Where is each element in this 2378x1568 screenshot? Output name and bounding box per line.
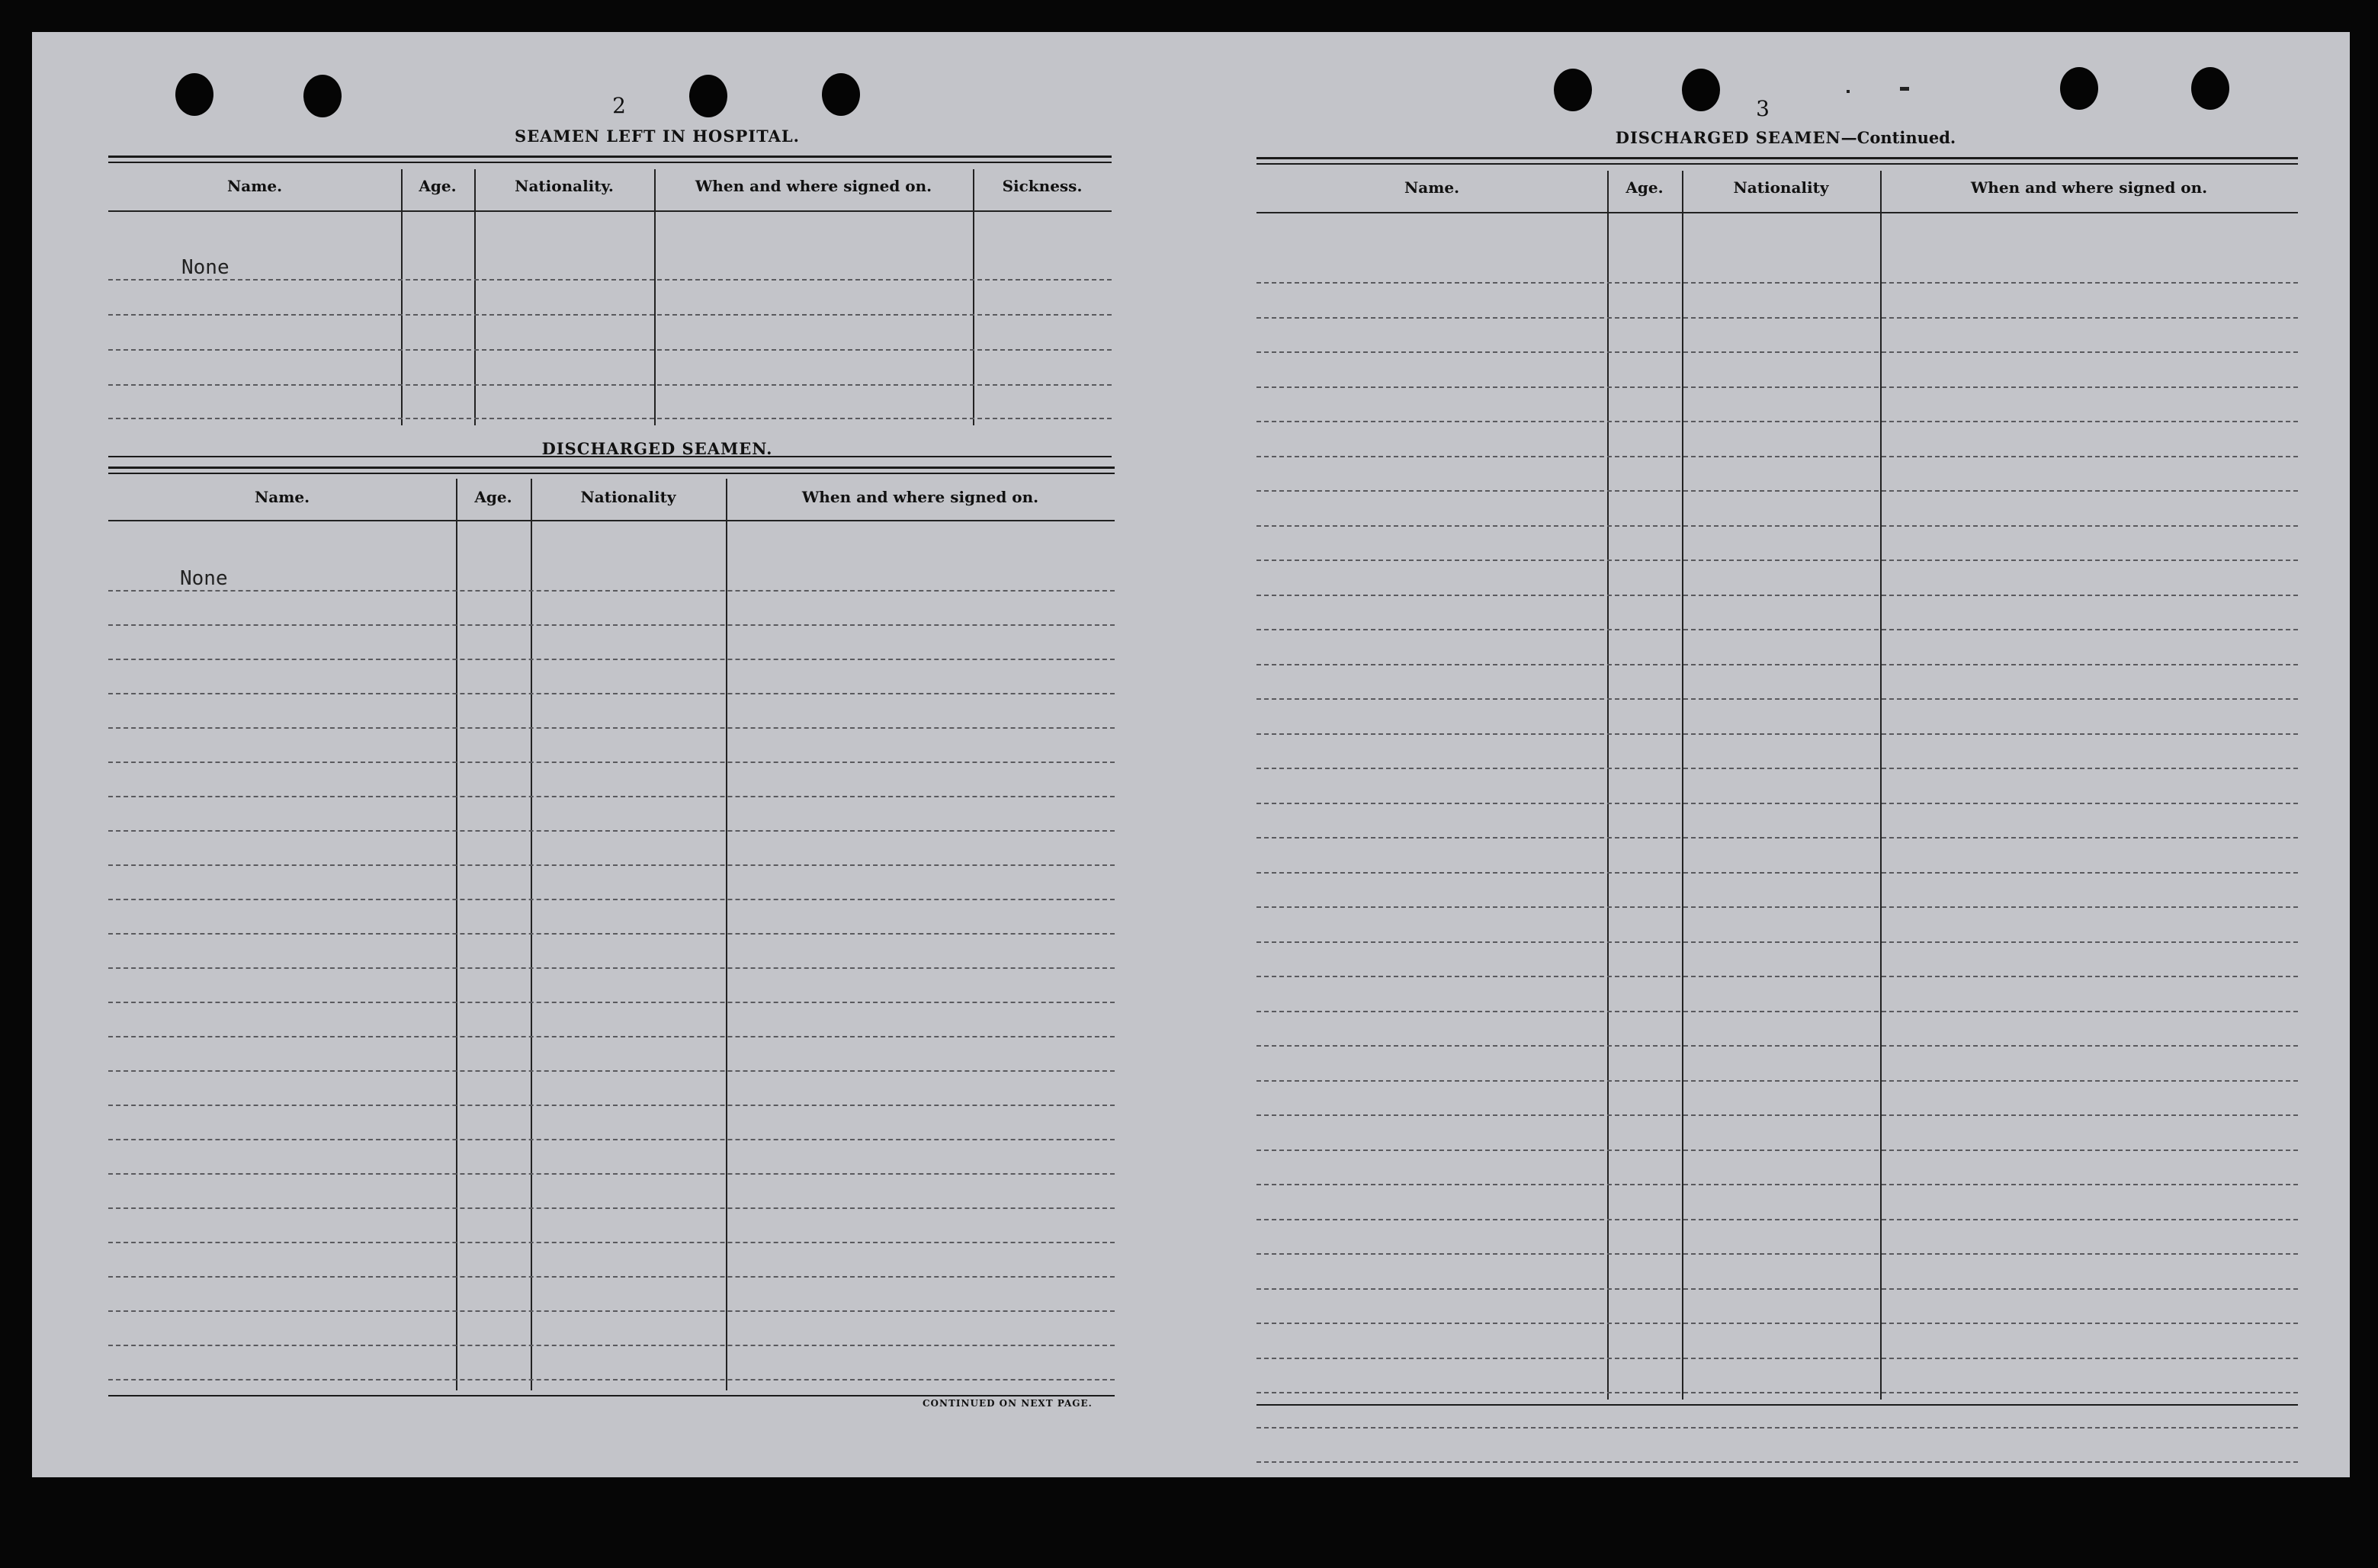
ruled-line [1256, 941, 2298, 943]
page-number-left: 2 [612, 93, 626, 118]
ruled-line [1256, 282, 2298, 284]
ruled-line [1256, 629, 2298, 630]
ruled-line [108, 899, 1115, 900]
hospital-col-nationality: Nationality. [515, 177, 614, 195]
ruled-line [1256, 317, 2298, 319]
hospital-entry: None [181, 256, 229, 279]
ruled-line [1256, 1253, 2298, 1255]
hospital-col-name: Name. [226, 177, 283, 195]
ruled-line [108, 762, 1115, 763]
ruled-line [108, 1207, 1115, 1209]
discharged-col-name: Name. [254, 488, 310, 506]
ruled-line [1256, 1114, 2298, 1116]
ruled-line [108, 967, 1115, 969]
discharged-col-age: Age. [474, 488, 512, 506]
ruled-line [1256, 421, 2298, 422]
ruled-line [1256, 733, 2298, 735]
ruled-line [1256, 803, 2298, 804]
discharged-col-nationality: Nationality [580, 488, 676, 506]
ruled-line [1256, 386, 2298, 388]
ruled-line [1256, 490, 2298, 492]
ruled-line [1256, 976, 2298, 977]
discharged-entry: None [180, 567, 228, 590]
discharged-section-title: DISCHARGED SEAMEN. [541, 439, 773, 458]
ruled-line [1256, 1080, 2298, 1082]
continued-col-signed-on: When and where signed on. [1970, 178, 2208, 197]
document-sheet [32, 32, 2350, 1477]
punch-hole-6 [1682, 69, 1720, 111]
ruled-line [1256, 351, 2298, 353]
ruled-line [1256, 1045, 2298, 1047]
discharged-table [108, 465, 1115, 1433]
hospital-col-signed-on: When and where signed on. [695, 177, 932, 195]
ruled-line [108, 830, 1115, 832]
speck [1900, 87, 1909, 91]
continued-col-age: Age. [1625, 178, 1664, 197]
continued-col-nationality: Nationality [1733, 178, 1829, 197]
ruled-line [1256, 837, 2298, 839]
ruled-line [108, 1070, 1115, 1072]
ruled-line [108, 933, 1115, 935]
ruled-line [1256, 1392, 2298, 1393]
right-section-title [1557, 128, 2014, 147]
ruled-line [108, 1379, 1115, 1380]
ruled-line [1256, 1219, 2298, 1220]
ruled-line [1256, 906, 2298, 908]
punch-hole-5 [1554, 69, 1592, 111]
hospital-table [108, 154, 1112, 467]
continued-col-name: Name. [1404, 178, 1460, 197]
ruled-line [1256, 1288, 2298, 1290]
ruled-line [108, 1036, 1115, 1037]
speck [1847, 90, 1850, 93]
ruled-line [108, 624, 1115, 626]
right-title-suffix: —Continued. [1840, 128, 1956, 147]
ruled-line [108, 1139, 1115, 1140]
ruled-line [108, 1105, 1115, 1106]
ruled-line [108, 1173, 1115, 1175]
hospital-col-age: Age. [419, 177, 457, 195]
punch-hole-1 [175, 73, 213, 116]
ruled-line [1256, 1427, 2298, 1429]
ruled-line [108, 1345, 1115, 1346]
ruled-line [1256, 1150, 2298, 1151]
ruled-line [1256, 525, 2298, 527]
punch-hole-2 [303, 75, 342, 117]
ruled-line [108, 659, 1115, 660]
ruled-line [1256, 1011, 2298, 1012]
ruled-line [1256, 560, 2298, 561]
ruled-line [108, 590, 1115, 592]
ruled-line [1256, 768, 2298, 769]
discharged-col-signed-on: When and where signed on. [801, 488, 1039, 506]
punch-hole-4 [822, 73, 860, 116]
page-number-right: 3 [1756, 96, 1770, 121]
ruled-line [1256, 1461, 2298, 1463]
hospital-col-sickness: Sickness. [1002, 177, 1083, 195]
ruled-line [1256, 1184, 2298, 1185]
ruled-line [108, 693, 1115, 694]
punch-hole-3 [689, 75, 727, 117]
ruled-line [1256, 1358, 2298, 1359]
ruled-line [108, 796, 1115, 797]
ruled-line [1256, 595, 2298, 596]
ruled-line [108, 727, 1115, 729]
right-title-main: DISCHARGED SEAMEN [1615, 128, 1841, 147]
ruled-line [1256, 456, 2298, 457]
punch-hole-8 [2191, 67, 2229, 110]
hospital-section-title: SEAMEN LEFT IN HOSPITAL. [515, 127, 800, 146]
continued-footer: CONTINUED ON NEXT PAGE. [923, 1398, 1093, 1409]
punch-hole-7 [2060, 67, 2098, 110]
ruled-line [1256, 698, 2298, 700]
discharged-continued-table [1256, 156, 2298, 1436]
ruled-line [1256, 872, 2298, 874]
ruled-line [108, 1002, 1115, 1003]
ruled-line [108, 1242, 1115, 1243]
ruled-line [108, 864, 1115, 866]
ruled-line [1256, 664, 2298, 665]
ruled-line [108, 1276, 1115, 1278]
ruled-line [1256, 1323, 2298, 1324]
ruled-line [108, 1310, 1115, 1312]
